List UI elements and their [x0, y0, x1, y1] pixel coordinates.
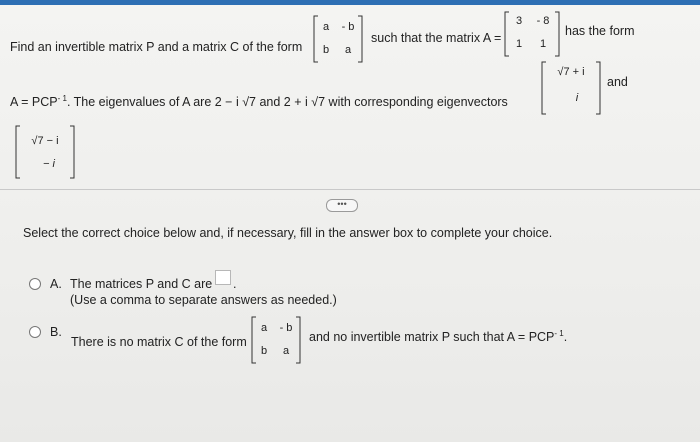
equation-label: A = PCP	[10, 95, 58, 110]
choice-b-matrix-r2c1: b	[260, 345, 268, 357]
instruction-text: Select the correct choice below and, if necessary, fill in the answer box to complete your choice.	[23, 226, 553, 240]
matrix-A-r2c2: 1	[539, 38, 547, 50]
matrix-A-r1c1: 3	[515, 15, 523, 27]
eigenvalue-text: . The eigenvalues of A are 2 − i √7 and 2 + i √7 with corresponding eigenvectors	[66, 95, 508, 110]
choice-b-statement: and no invertible matrix P such that A = PCP	[309, 330, 555, 345]
form-matrix-r2c2: a	[344, 44, 352, 56]
eigenvector-1-bottom: i	[575, 92, 579, 104]
choice-b-end: .	[563, 330, 568, 345]
choice-b-text-prefix: There is no matrix C of the form	[71, 335, 247, 349]
choice-a-answer-box[interactable]	[215, 270, 231, 285]
choice-a-period: .	[233, 277, 237, 291]
choice-b-form-matrix	[250, 315, 302, 365]
question-line1-suffix: has the form	[565, 24, 635, 38]
eigenvector-2-bottom: − i	[43, 158, 55, 170]
eigenvector-2	[14, 124, 76, 180]
form-matrix-r1c1: a	[322, 21, 330, 33]
eigenvector-1-top: √7 + i	[557, 66, 585, 78]
matrix-A	[503, 10, 561, 58]
eigenvector-2-top: √7 − i	[31, 135, 59, 147]
choice-a-radio[interactable]	[29, 278, 41, 290]
eigenvector-2-brackets	[14, 124, 76, 180]
choice-a-letter: A.	[50, 277, 62, 291]
section-divider	[0, 189, 700, 190]
choice-b-matrix-r2c2: a	[282, 345, 290, 357]
and-label: and	[607, 75, 628, 89]
question-line1-mid: such that the matrix A =	[371, 31, 502, 45]
equation-exponent: - 1	[57, 94, 67, 103]
matrix-A-r2c1: 1	[515, 38, 523, 50]
more-button[interactable]: •••	[326, 199, 358, 212]
choice-b-matrix-r1c1: a	[260, 322, 268, 334]
eigenvector-1	[540, 60, 602, 116]
choice-b-exponent: - 1	[554, 329, 564, 338]
choice-a-text: The matrices P and C are	[70, 277, 213, 291]
matrix-A-r1c2: - 8	[536, 15, 550, 27]
form-matrix-r1c2: - b	[341, 21, 355, 33]
question-line1-prefix: Find an invertible matrix P and a matrix C of the form	[10, 40, 303, 54]
choice-a-hint: (Use a comma to separate answers as needed.)	[70, 293, 337, 307]
top-accent-bar	[0, 0, 700, 5]
form-matrix	[312, 14, 364, 64]
choice-b-radio[interactable]	[29, 326, 41, 338]
choice-b-matrix-r1c2: - b	[279, 322, 293, 334]
form-matrix-r2c1: b	[322, 44, 330, 56]
choice-b-text-suffix	[309, 329, 567, 344]
question-line2	[10, 94, 508, 109]
choice-b-letter: B.	[50, 325, 62, 339]
